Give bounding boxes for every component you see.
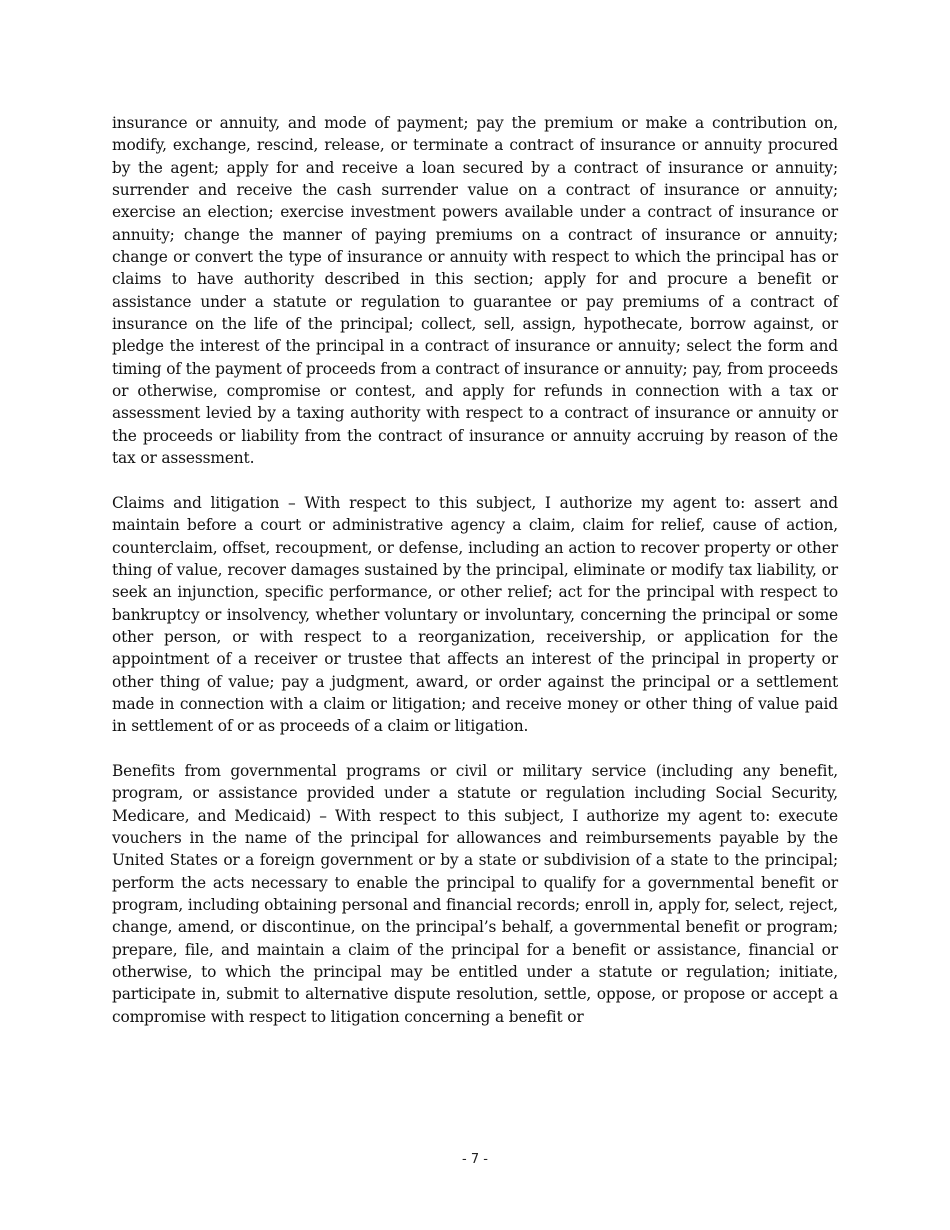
paragraph-insurance-annuity: insurance or annuity, and mode of payment; pay the premium or make a contribution on, modify, exchange, rescind, release, or terminate a contract of insurance or annuity procured by the agent; apply for and receive a loan secured by a contract of insurance or annuity; surrender and receive the cash surrender value on a contract of insurance or annuity; exercise an election; exercise investment powers available under a contract of insurance or annuity; change the manner of paying premiums on a contract of insurance or annuity; change or convert the type of insurance or annuity with respect to which the principal has or claims to have authority described in this section; apply for and procure a benefit or assistance under a statute or regulation to guarantee or pay premiums of a contract of insurance on the life of the principal; collect, sell, assign, hypothecate, borrow against, or pledge the interest of the principal in a contract of insurance or annuity; select the form and timing of the payment of proceeds from a contract of insurance or annuity; pay, from proceeds or otherwise, compromise or contest, and apply for refunds in connection with a tax or assessment levied by a taxing authority with respect to a contract of insurance or annuity or the proceeds or liability from the contract of insurance or annuity accruing by reason of the tax or assessment. [112,114,838,468]
page-number: - 7 - [462,1152,488,1167]
document-body [112,112,838,1050]
paragraph-governmental-benefits: Benefits from governmental programs or civil or military service (including any benefit, program, or assistance provided under a statute or regulation including Social Security, Medicare, and Medicaid) – With respect to this subject, I authorize my agent to: execute vouchers in the name of the principal for allowances and reimbursements payable by the United States or a foreign government or by a state or subdivision of a state to the principal; perform the acts necessary to enable the principal to qualify for a governmental benefit or program, including obtaining personal and financial records; enroll in, apply for, select, reject, change, amend, or discontinue, on the principal’s behalf, a governmental benefit or program; prepare, file, and maintain a claim of the principal for a benefit or assistance, financial or otherwise, to which the principal may be entitled under a statute or regulation; initiate, participate in, submit to alternative dispute resolution, settle, oppose, or propose or accept a compromise with respect to litigation concerning a benefit or [112,761,838,1026]
paragraph-claims-litigation: Claims and litigation – With respect to this subject, I authorize my agent to: assert and maintain before a court or administrative agency a claim, claim for relief, cause of action, counterclaim, offset, recoupment, or defense, including an action to recover property or other thing of value, recover damages sustained by the principal, eliminate or modify tax liability, or seek an injunction, specific performance, or other relief; act for the principal with respect to bankruptcy or insolvency, whether voluntary or involuntary, concerning the principal or some other person, or with respect to a reorganization, receivership, or application for the appointment of a receiver or trustee that affects an interest of the principal in property or other thing of value; pay a judgment, award, or order against the principal or a settlement made in connection with a claim or litigation; and receive money or other thing of value paid in settlement of or as proceeds of a claim or litigation. [112,493,838,736]
